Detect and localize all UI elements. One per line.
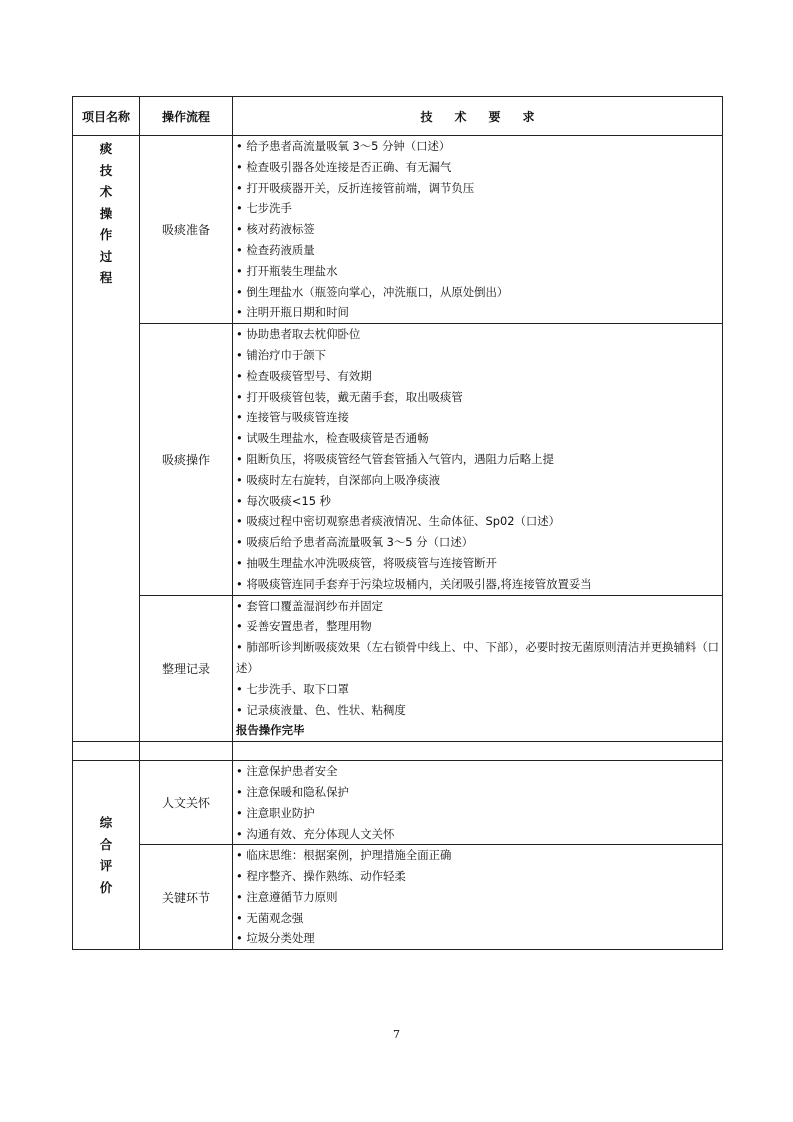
category-char: 技 [99,162,113,178]
table-row [73,595,723,742]
empty-cell [233,742,723,761]
list-item: • 连接管与吸痰管连接 [236,410,349,425]
list-item: • 协助患者取去枕仰卧位 [236,327,361,342]
empty-cell [73,742,140,761]
list-item: • 注意遵循节力原则 [236,889,338,904]
table-row [73,136,723,324]
list-item: • 肺部听诊判断吸痰效果（左右锁骨中线上、中、下部），必要时按无菌原则清洁并更换辅料（口述） [236,640,720,675]
list-item: • 注意保护患者安全 [236,764,338,779]
header-operation-flow: 操作流程 [140,97,233,136]
header-project-name: 项目名称 [73,97,140,136]
list-item: • 垃圾分类处理 [236,931,315,946]
category-char: 痰 [99,141,113,156]
list-item: • 注意职业防护 [236,805,315,820]
page-number: 7 [393,1028,400,1041]
list-item: • 检查药液质量 [236,242,315,257]
table-header-row [73,97,723,136]
list-item: • 倒生理盐水（瓶签向掌心，冲洗瓶口，从原处倒出） [236,284,509,299]
list-item: • 注意保暖和隐私保护 [236,784,349,799]
list-item: • 临床思维：根据案例，护理措施全面正确 [236,848,452,863]
list-item: • 核对药液标签 [236,222,315,237]
list-item: • 无菌观念强 [236,910,304,925]
list-item: • 打开吸痰器开关，反折连接管前端，调节负压 [236,180,475,195]
step-requirements [233,761,723,845]
list-item: • 铺治疗巾于颌下 [236,347,327,362]
step-requirements [233,595,723,742]
category-char: 作 [99,227,113,242]
list-item: • 注明开瓶日期和时间 [236,305,349,320]
list-item: • 七步洗手、取下口罩 [236,681,349,696]
table-row [73,761,723,845]
category-char: 综 [99,815,113,831]
step-requirements [233,845,723,950]
category-char: 术 [99,184,113,199]
list-item: • 每次吸痰<15 秒 [236,493,331,508]
step-name: 整理记录 [140,595,233,742]
procedure-table [72,96,723,950]
header-char: 求 [522,109,535,124]
category-char: 程 [99,270,113,285]
list-item: • 阻断负压，将吸痰管经气管套管插入气管内，遇阻力后略上提 [236,451,554,466]
list-item: • 试吸生理盐水，检查吸痰管是否通畅 [236,431,429,446]
header-char: 要 [488,109,501,124]
list-item: • 妥善安置患者，整理用物 [236,619,372,634]
category-overall-evaluation [73,761,140,950]
step-requirements [233,136,723,324]
list-item: • 七步洗手 [236,201,292,216]
list-item: • 检查吸痰管型号、有效期 [236,368,372,383]
list-item: • 吸痰时左右旋转，自深部向上吸净痰液 [236,472,440,487]
table-row [73,845,723,950]
step-name: 吸痰准备 [140,136,233,324]
table-row [73,324,723,595]
category-char: 合 [99,836,113,852]
list-item: • 检查吸引器各处连接是否正确、有无漏气 [236,159,452,174]
list-item: • 打开吸痰管包装，戴无菌手套，取出吸痰管 [236,389,463,404]
report-complete-text: 报告操作完毕 [236,723,305,738]
list-item: • 吸痰过程中密切观察患者痰液情况、生命体征、Sp02（口述） [236,514,561,529]
category-char: 操 [99,205,113,221]
step-requirements [233,324,723,595]
list-item: • 给予患者高流量吸氧 3～5 分钟（口述） [236,139,451,153]
list-item: • 沟通有效、充分体现人文关怀 [236,826,395,841]
list-item: • 抽吸生理盐水冲洗吸痰管，将吸痰管与连接管断开 [236,555,497,570]
list-item: • 打开瓶装生理盐水 [236,263,338,278]
category-char: 评 [99,858,113,874]
list-item: • 程序整齐、操作熟练、动作轻柔 [236,869,406,884]
step-name: 人文关怀 [140,761,233,845]
header-technical-requirements [233,97,723,136]
list-item: • 将吸痰管连同手套弃于污染垃圾桶内，关闭吸引器,将连接管放置妥当 [236,576,592,591]
list-item: • 套管口覆盖湿润纱布并固定 [236,598,384,613]
category-char: 过 [99,248,113,264]
list-item: • 记录痰液量、色、性状、粘稠度 [236,702,406,717]
empty-cell [140,742,233,761]
spacer-row [73,742,723,761]
header-char: 技 [420,109,433,124]
list-item: • 吸痰后给予患者高流量吸氧 3～5 分（口述） [236,535,474,550]
step-name: 关键环节 [140,845,233,950]
header-char: 术 [454,109,467,124]
category-char: 价 [99,879,113,895]
step-name: 吸痰操作 [140,324,233,595]
category-procedure-process [73,136,140,742]
